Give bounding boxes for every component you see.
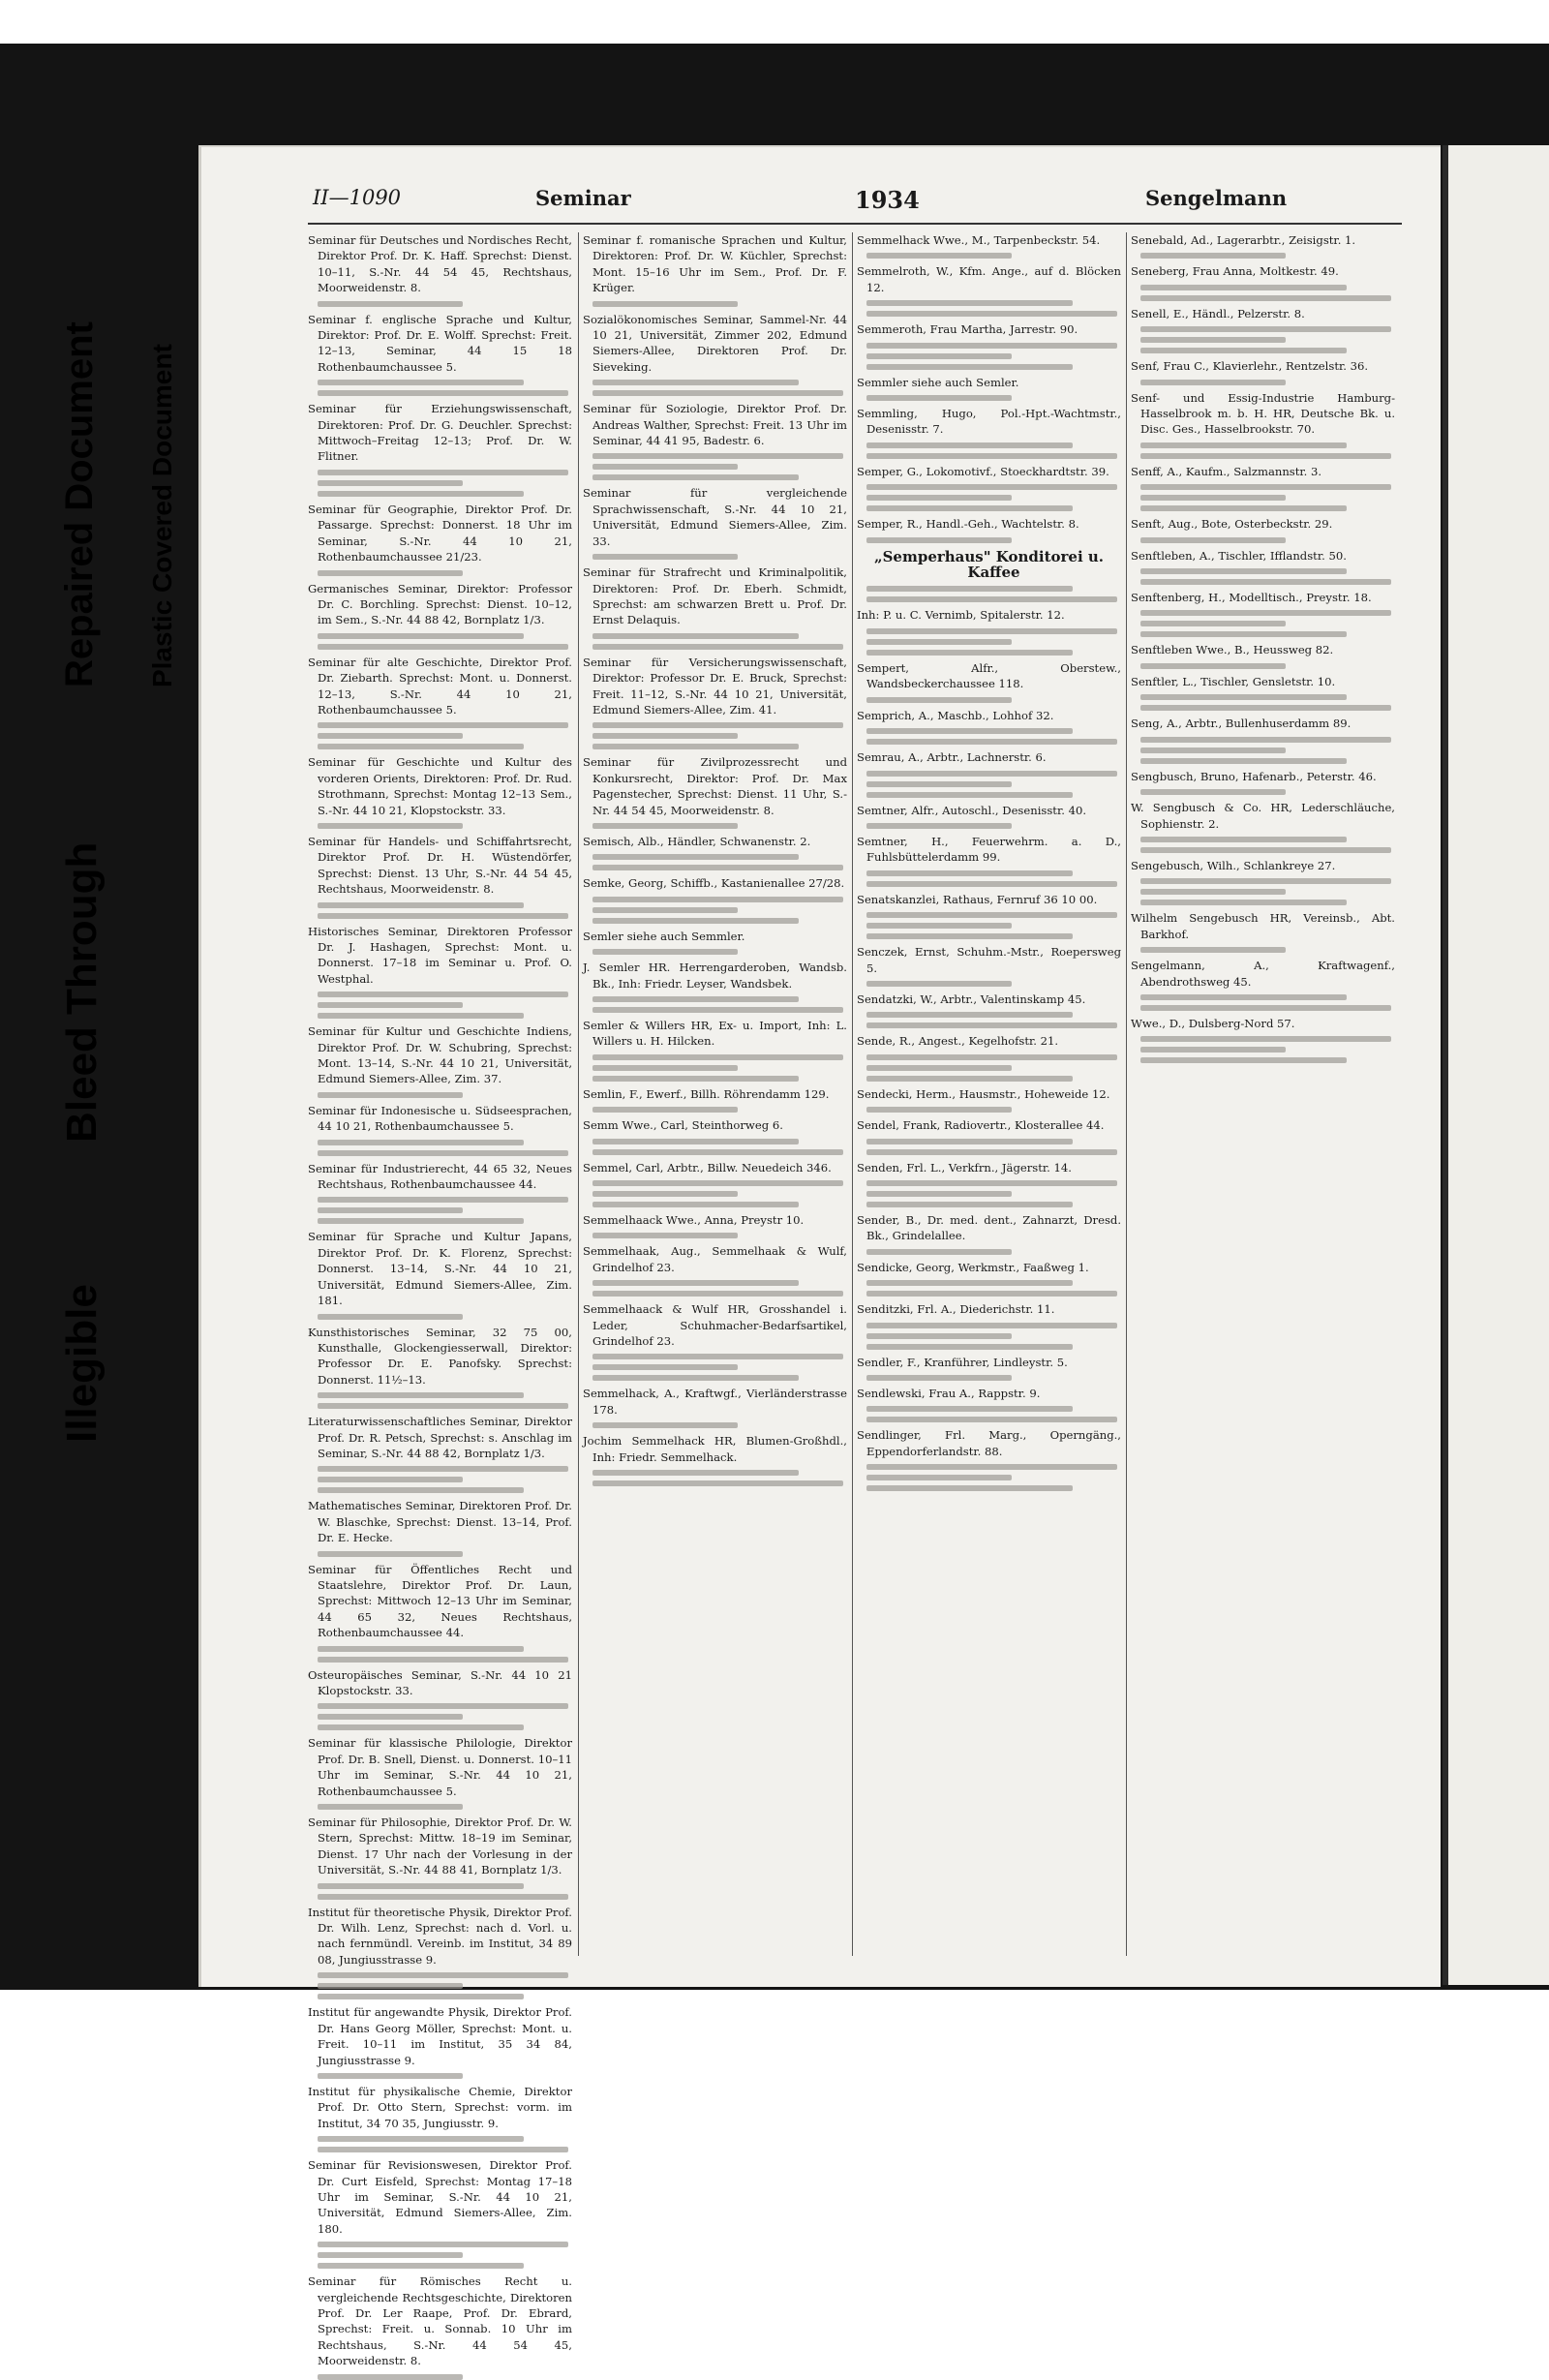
directory-entry: Seminar für Handels- und Schiffahrtsrecht, Direktor Prof. Dr. H. Wüstendörfer, Sprechst: Dienst. 13 Uhr, S.-Nr. 44 54 45, Rechtshaus, Moorweidenstr. 8. [308,834,572,897]
illegible-line [318,2073,463,2079]
illegible-line [866,792,1073,798]
directory-entry: Senf, Frau C., Klavierlehr., Rentzelstr. 36. [1131,359,1369,374]
label-plastic-covered-document: Plastic Covered Document [147,344,177,687]
directory-entry: Senftleben Wwe., B., Heussweg 82. [1131,643,1334,657]
illegible-line [1140,1036,1391,1042]
illegible-line [1140,484,1391,490]
directory-entry: Sendatzki, W., Arbtr., Valentinskamp 45. [857,992,1086,1006]
illegible-line [866,1065,1012,1071]
column-divider [1126,232,1127,1956]
label-illegible: Illegible [58,1284,106,1443]
illegible-line [318,1804,463,1810]
illegible-line [1140,442,1347,448]
illegible-line [866,1139,1073,1144]
illegible-line [318,1646,524,1652]
illegible-line [1140,737,1391,743]
illegible-line [318,902,524,908]
illegible-line [318,1551,463,1557]
directory-entry: Sendel, Frank, Radiovertr., Klosterallee 44. [857,1118,1105,1133]
gutter-shadow [1443,145,1448,1985]
illegible-line [866,1012,1073,1018]
directory-entry: Historisches Seminar, Direktoren Professor Dr. J. Hashagen, Sprechst: Mont. u. Donnerst. 17–18 im Seminar u. Prof. O. Westphal. [308,924,572,986]
illegible-line [866,311,1117,317]
illegible-line [318,1218,524,1224]
illegible-line [866,781,1012,787]
directory-entry: Sendlewski, Frau A., Rappstr. 9. [857,1387,1041,1400]
illegible-line [318,2242,568,2247]
illegible-line [1140,380,1286,385]
directory-entry: Seminar für alte Geschichte, Direktor Prof. Dr. Ziebarth. Sprechst: Mont. u. Donnerst. 12–13, S.-Nr. 44 10 21, Rothenbaumchaussee 5. [308,655,572,717]
illegible-line [1140,495,1286,501]
directory-entry: Sengelmann, A., Kraftwagenf., Abendrothsweg 45. [1131,959,1395,989]
illegible-line [866,697,1012,703]
illegible-line [592,1139,799,1144]
illegible-line [866,300,1073,306]
illegible-line [866,1249,1012,1255]
illegible-line [866,771,1117,777]
illegible-line [866,933,1073,939]
directory-entry: Sendler, F., Kranführer, Lindleystr. 5. [857,1355,1068,1369]
directory-entry: Semmelhaack & Wulf HR, Grosshandel i. Leder, Schuhmacher-Bedarfsartikel, Grindelhof 23. [583,1302,847,1349]
directory-entry: Senden, Frl. L., Verkfrn., Jägerstr. 14. [857,1160,1072,1175]
illegible-line [866,453,1117,459]
header-rule [308,223,1402,225]
illegible-line [318,1703,568,1709]
illegible-line [866,1485,1073,1491]
illegible-line [592,722,843,728]
illegible-line [318,380,524,385]
directory-entry: Seminar für Strafrecht und Kriminalpolitik, Direktoren: Prof. Dr. Eberh. Schmidt, Sprechst: am schwarzen Brett u. Prof. Dr. Ernst Delaquis. [583,565,847,627]
column-3 [857,232,1121,1956]
directory-entry: Semler siehe auch Semmler. [583,929,745,943]
illegible-line [318,1487,524,1493]
illegible-line [318,1197,568,1203]
illegible-line [318,1657,568,1663]
directory-entry: Senftleben, A., Tischler, Ifflandstr. 50. [1131,548,1347,563]
illegible-line [592,390,843,396]
illegible-line [1140,326,1391,332]
illegible-line [592,854,799,860]
illegible-line [866,823,1012,829]
directory-entry: Semper, G., Lokomotivf., Stoeckhardtstr. 39. [857,464,1109,478]
label-repaired-document: Repaired Document [58,321,101,687]
illegible-line [318,1207,463,1213]
illegible-line [318,1314,463,1320]
illegible-line [592,1364,738,1370]
illegible-line [1140,878,1391,884]
illegible-line [866,650,1073,656]
illegible-line [866,1475,1012,1480]
directory-entry: Semmelhack, A., Kraftwgf., Vierländerstrasse 178. [583,1387,847,1417]
illegible-line [318,644,568,650]
illegible-line [866,923,1012,929]
illegible-line [592,1354,843,1359]
directory-entry: W. Sengbusch & Co. HR, Lederschläuche, Sophienstr. 2. [1131,801,1395,831]
directory-entry: Senf- und Essig-Industrie Hamburg-Hasselbrook m. b. H. HR, Deutsche Bk. u. Disc. Ges., Hasselbrookstr. 70. [1131,390,1395,437]
illegible-line [1140,748,1286,753]
illegible-line [592,633,799,639]
directory-entry: Wilhelm Sengebusch HR, Vereinsb., Abt. Barkhof. [1131,911,1395,941]
illegible-line [318,301,463,307]
illegible-line [318,2136,524,2142]
directory-entry: Sempert, Alfr., Oberstew., Wandsbeckerchaussee 118. [857,660,1121,691]
illegible-line [318,491,524,497]
directory-entry: Institut für physikalische Chemie, Direktor Prof. Dr. Otto Stern, Sprechst: vorm. im Institut, 34 70 35, Jungiusstr. 9. [308,2084,572,2130]
illegible-line [592,554,738,560]
directory-entry: Seminar für Geschichte und Kultur des vorderen Orients, Direktoren: Prof. Dr. Rud. Strothmann, Sprechst: Montag 12–13 Sem., S.-Nr. 44 10 21, Klopstockstr. 33. [308,755,572,817]
directory-page [198,145,1441,2368]
directory-entry: Seminar für Versicherungswissenschaft, Direktor: Professor Dr. E. Bruck, Sprechst: Freit. 11–12, S.-Nr. 44 10 21, Universität, Edmund Siemers-Allee, Zim. 41. [583,655,847,717]
directory-entry: Senatskanzlei, Rathaus, Fernruf 36 10 00. [857,892,1098,906]
directory-entry: Sendicke, Georg, Werkmstr., Faaßweg 1. [857,1260,1089,1274]
illegible-line [592,1076,799,1082]
illegible-line [1140,621,1286,626]
directory-entry: Senft, Aug., Bote, Osterbeckstr. 29. [1131,517,1333,532]
directory-entry: Seminar für Soziologie, Direktor Prof. Dr. Andreas Walther, Sprechst: Freit. 13 Uhr im Seminar, 44 41 95, Badestr. 6. [583,402,847,448]
illegible-line [866,1406,1073,1412]
illegible-line [318,1466,568,1472]
directory-entry: Seminar für Geographie, Direktor Prof. Dr. Passarge. Sprechst: Donnerst. 18 Uhr im Seminar, S.-Nr. 44 10 21, Rothenbaumchaussee 21/23. [308,502,572,564]
illegible-line [1140,1057,1347,1063]
illegible-line [592,1065,738,1071]
illegible-line [866,343,1117,349]
directory-entry: Senell, E., Händl., Pelzerstr. 8. [1131,306,1305,320]
illegible-line [1140,568,1347,574]
illegible-line [592,301,738,307]
illegible-line [592,1233,738,1238]
directory-entry: Senftler, L., Tischler, Gensletstr. 10. [1131,674,1336,688]
illegible-line [592,1202,799,1207]
directory-entry: Senebald, Ad., Lagerarbtr., Zeisigstr. 1. [1131,233,1356,247]
illegible-line [592,1291,843,1297]
illegible-line [866,881,1117,887]
illegible-line [866,1417,1117,1422]
directory-entry: Seminar für Kultur und Geschichte Indiens, Direktor Prof. Dr. W. Schubring, Sprechst: Mont. 13–14, S.-Nr. 44 10 21, Universität, Edmund Siemers-Allee, Zim. 37. [308,1024,572,1086]
directory-entry: Seng, A., Arbtr., Bullenhuserdamm 89. [1131,717,1352,731]
directory-entry: Seminar für Philosophie, Direktor Prof. Dr. W. Stern, Sprechst: Mittw. 18–19 im Seminar, Dienst. 17 Uhr nach der Vorlesung in der Universität, S.-Nr. 44 88 41, Bornplatz 1/3. [308,1816,572,1877]
illegible-line [592,744,799,749]
illegible-line [318,633,524,639]
column-divider [852,232,853,1956]
illegible-line [1140,537,1286,543]
directory-entry: Semtner, Alfr., Autoschl., Desenisstr. 40. [857,803,1087,817]
directory-entry: Inh: P. u. C. Vernimb, Spitalerstr. 12. [857,608,1065,623]
illegible-line [318,1894,568,1900]
illegible-line [592,1054,843,1060]
directory-entry: Mathematisches Seminar, Direktoren Prof. Dr. W. Blaschke, Sprechst: Dienst. 13–14, Prof. Dr. E. Hecke. [308,1499,572,1545]
directory-entry: Seminar für Deutsches und Nordisches Recht, Direktor Prof. Dr. K. Haff. Sprechst: Dienst. 10–11, S.-Nr. 44 54 45, Rechtshaus, Moorweidenstr. 8. [308,233,572,295]
illegible-line [318,1883,524,1889]
directory-entry: Semisch, Alb., Händler, Schwanenstr. 2. [583,834,811,848]
left-running-title: Seminar [535,186,631,210]
illegible-line [1140,889,1286,895]
illegible-line [318,1994,524,1999]
directory-entry: Semmler siehe auch Semler. [857,375,1019,389]
illegible-line [318,1724,524,1730]
directory-entry: Semrau, A., Arbtr., Lachnerstr. 6. [857,750,1047,765]
illegible-line [866,870,1073,876]
directory-entry: Semmeroth, Frau Martha, Jarrestr. 90. [857,322,1078,337]
directory-entry: Sender, B., Dr. med. dent., Zahnarzt, Dresd. Bk., Grindelallee. [857,1212,1121,1243]
column-1 [308,232,572,2368]
illegible-line [866,505,1073,511]
illegible-line [866,537,1012,543]
illegible-line [592,380,799,385]
illegible-line [592,1470,799,1476]
illegible-line [318,1714,463,1720]
illegible-line [866,639,1012,645]
illegible-line [866,1464,1117,1470]
illegible-line [1140,631,1347,637]
directory-entry: Institut für angewandte Physik, Direktor Prof. Dr. Hans Georg Möller, Sprechst: Mont. u. Freit. 10–11 im Institut, 35 34 84, Jungiusstrasse 9. [308,2005,572,2067]
illegible-line [866,739,1117,745]
illegible-line [866,628,1117,634]
directory-entry: Seminar für Indonesische u. Südseesprachen, 44 10 21, Rothenbaumchaussee 5. [308,1103,572,1134]
illegible-line [1140,837,1347,842]
illegible-line [1140,253,1286,259]
directory-entry: Institut für theoretische Physik, Direktor Prof. Dr. Wilh. Lenz, Sprechst: nach d. Vorl. u. nach fernmündl. Vereinb. im Institut, 34 89 08, Jungiusstrasse 9. [308,1905,572,1967]
directory-entry: Seminar für Erziehungswissenschaft, Direktoren: Prof. Dr. G. Deuchler. Sprechst: Mittwoch–Freitag 12–13; Prof. Dr. W. Flitner. [308,402,572,464]
illegible-line [318,913,568,919]
directory-entry: Semmling, Hugo, Pol.-Hpt.-Wachtmstr., Desenisstr. 7. [857,407,1121,437]
illegible-line [318,1403,568,1409]
directory-entry: Semmelhaack Wwe., Anna, Preystr 10. [583,1213,805,1228]
illegible-line [866,1323,1117,1328]
illegible-line [592,897,843,902]
directory-entry: Sengbusch, Bruno, Hafenarb., Peterstr. 46. [1131,769,1377,783]
column-4 [1131,232,1395,1956]
illegible-line [592,464,738,470]
illegible-line [1140,348,1347,353]
illegible-line [1140,789,1286,795]
bottom-margin [0,1990,1549,2108]
illegible-line [318,1002,463,1008]
illegible-line [318,1092,463,1098]
directory-entry: Seminar für Öffentliches Recht und Staatslehre, Direktor Prof. Dr. Laun, Sprechst: Mittwoch 12–13 Uhr im Seminar, 44 65 32, Neues Rechtshaus, Rothenbaumchaussee 44. [308,1562,572,1640]
directory-entry: „Semperhaus" Konditorei u. Kaffee [873,547,1105,582]
illegible-line [866,1054,1117,1060]
illegible-line [318,733,463,739]
directory-entry: Seminar für Zivilprozessrecht und Konkursrecht, Direktor: Prof. Dr. Max Pagenstecher, Sprechst: Dienst. 11 Uhr, S.-Nr. 44 54 45, Moorweidenstr. 8. [583,755,847,817]
year: 1934 [855,186,920,214]
directory-entry: Seminar f. englische Sprache und Kultur, Direktor: Prof. Dr. E. Wolff. Sprechst: Freit. 12–13, Seminar, 44 15 18 Rothenbaumchaussee 5. [308,312,572,374]
illegible-line [318,2263,524,2269]
directory-entry: Jochim Semmelhack HR, Blumen-Großhdl., Inh: Friedr. Semmelhack. [583,1434,847,1464]
illegible-line [866,1149,1117,1155]
illegible-line [1140,453,1391,459]
illegible-line [592,644,843,650]
illegible-line [1140,705,1391,711]
illegible-line [318,570,463,576]
illegible-line [592,1191,738,1197]
illegible-line [866,1344,1073,1350]
illegible-line [318,744,524,749]
directory-entry: Sende, R., Angest., Kegelhofstr. 21. [857,1034,1059,1049]
illegible-line [592,474,799,480]
illegible-line [1140,900,1347,905]
illegible-line [318,470,568,475]
illegible-line [592,1107,738,1113]
directory-entry: Seminar für Sprache und Kultur Japans, Direktor Prof. Dr. K. Florenz, Sprechst: Donnerst. 13–14, S.-Nr. 44 10 21, Universität, Edmund Siemers-Allee, Zim. 181. [308,1230,572,1308]
directory-entry: Seminar für Römisches Recht u. vergleichende Rechtsgeschichte, Direktoren Prof. Dr. Ler Raape, Prof. Dr. Ebrard, Sprechst: Freit. u. Sonnab. 10 Uhr im Rechtshaus, S.-Nr. 44 54 45, Moorweidenstr. 8. [308,2274,572,2368]
illegible-line [318,1972,568,1978]
illegible-line [592,1375,799,1381]
illegible-line [1140,285,1347,290]
page-header [313,186,1397,219]
illegible-line [1140,947,1286,953]
illegible-line [592,865,843,870]
directory-entry: Sendlinger, Frl. Marg., Operngäng., Eppendorferlandstr. 88. [857,1428,1121,1458]
directory-entry: Sendecki, Herm., Hausmstr., Hoheweide 12. [857,1086,1110,1101]
directory-entry: Seminar für vergleichende Sprachwissenschaft, S.-Nr. 44 10 21, Universität, Edmund Siemers-Allee, Zim. 33. [583,486,847,548]
illegible-line [866,484,1117,490]
directory-entry: Kunsthistorisches Seminar, 32 75 00, Kunsthalle, Glockengiesserwall, Direktor: Professor Dr. E. Panofsky. Sprechst: Donnerst. 11½–13. [308,1325,572,1387]
illegible-line [1140,579,1391,585]
illegible-line [318,722,568,728]
illegible-line [592,1480,843,1486]
illegible-line [318,1150,568,1156]
illegible-line [318,1983,463,1989]
illegible-line [318,1140,524,1145]
directory-entry: Semprich, A., Maschb., Lohhof 32. [857,708,1054,722]
illegible-line [866,353,1012,359]
illegible-line [866,728,1073,734]
directory-entry: Semper, R., Handl.-Geh., Wachtelstr. 8. [857,517,1079,532]
directory-entry: Senff, A., Kaufm., Salzmannstr. 3. [1131,464,1322,478]
illegible-line [866,586,1073,592]
page-number: II—1090 [313,186,402,209]
illegible-line [866,1333,1012,1339]
illegible-line [318,1013,524,1019]
illegible-line [318,1477,463,1482]
directory-entry: Semlin, F., Ewerf., Billh. Röhrendamm 129. [583,1086,830,1101]
column-2 [583,232,847,1956]
illegible-line [866,912,1117,918]
directory-entry: Senftenberg, H., Modelltisch., Preystr. 18. [1131,591,1372,605]
illegible-line [1140,337,1286,343]
illegible-line [866,442,1073,448]
directory-entry: Seneberg, Frau Anna, Moltkestr. 49. [1131,264,1339,279]
directory-entry: Seminar f. romanische Sprachen und Kultur, Direktoren: Prof. Dr. W. Küchler, Sprechst: Mont. 15–16 Uhr im Sem., Prof. Dr. F. Krüger. [583,233,847,295]
illegible-line [866,495,1012,501]
right-running-title: Sengelmann [1145,186,1288,210]
column-divider [578,232,579,1956]
illegible-line [866,1180,1117,1186]
directory-entry: Senczek, Ernst, Schuhm.-Mstr., Roepersweg 5. [857,945,1121,975]
illegible-line [592,918,799,924]
illegible-line [318,1392,524,1398]
side-labels [58,232,184,1491]
illegible-line [866,596,1117,602]
directory-entry: Sozialökonomisches Seminar, Sammel-Nr. 44 10 21, Universität, Zimmer 202, Edmund Siemers-Allee, Direktoren Prof. Dr. Sieveking. [583,312,847,374]
directory-entry: Semmelhaak, Aug., Semmelhaak & Wulf, Grindelhof 23. [583,1244,847,1274]
directory-entry: Osteuropäisches Seminar, S.-Nr. 44 10 21 Klopstockstr. 33. [308,1667,572,1697]
illegible-line [1140,758,1347,764]
illegible-line [1140,847,1391,853]
label-bleed-through: Bleed Through [58,841,106,1143]
directory-entry: Wwe., D., Dulsberg-Nord 57. [1131,1016,1295,1030]
illegible-line [866,395,1012,401]
illegible-line [592,907,738,913]
directory-entry: Senditzki, Frl. A., Diederichstr. 11. [857,1302,1055,1317]
illegible-line [1140,694,1347,700]
illegible-line [318,2252,463,2258]
directory-entry: Semm Wwe., Carl, Steinthorweg 6. [583,1118,783,1133]
illegible-line [592,1149,843,1155]
directory-entry: Seminar für klassische Philologie, Direktor Prof. Dr. B. Snell, Dienst. u. Donnerst. 10–11 Uhr im Seminar, S.-Nr. 44 10 21, Rothenbaumchaussee 5. [308,1736,572,1798]
illegible-line [318,2147,568,2152]
illegible-line [866,981,1012,987]
illegible-line [318,390,568,396]
illegible-line [592,949,738,955]
illegible-line [1140,994,1347,1000]
directory-entry: Semler & Willers HR, Ex- u. Import, Inh: L. Willers u. H. Hilcken. [583,1019,847,1049]
directory-entry: Seminar für Revisionswesen, Direktor Prof. Dr. Curt Eisfeld, Sprechst: Montag 17–18 Uhr im Seminar, S.-Nr. 44 10 21, Universität, Edmund Siemers-Allee, Zim. 180. [308,2158,572,2236]
illegible-line [866,1291,1117,1297]
illegible-line [1140,295,1391,301]
illegible-line [592,453,843,459]
illegible-line [866,253,1012,259]
directory-entry: Seminar für Industrierecht, 44 65 32, Neues Rechtshaus, Rothenbaumchaussee 44. [308,1161,572,1192]
illegible-line [592,1422,738,1428]
illegible-line [318,480,463,486]
illegible-line [1140,663,1286,669]
illegible-line [592,996,799,1002]
directory-entry: Literaturwissenschaftliches Seminar, Direktor Prof. Dr. R. Petsch, Sprechst: s. Anschlag im Seminar, S.-Nr. 44 88 42, Bornplatz 1/3. [308,1415,572,1460]
illegible-line [318,992,568,997]
illegible-line [1140,505,1347,511]
directory-entry: Semke, Georg, Schiffb., Kastanienallee 27/28. [583,876,845,891]
illegible-line [592,1007,843,1013]
illegible-line [1140,1047,1286,1053]
illegible-line [318,2374,463,2380]
illegible-line [866,364,1073,370]
illegible-line [1140,1005,1391,1011]
directory-entry: Semtner, H., Feuerwehrm. a. D., Fuhlsbüttelerdamm 99. [857,834,1121,865]
directory-entry: Sengebusch, Wilh., Schlankreye 27. [1131,858,1336,872]
directory-entry: Semmel, Carl, Arbtr., Billw. Neuedeich 346. [583,1160,832,1175]
illegible-line [592,733,738,739]
directory-entry: Germanisches Seminar, Direktor: Professor Dr. C. Borchling. Sprechst: Dienst. 10–12, im Sem., S.-Nr. 44 88 42, Bornplatz 1/3. [308,581,572,627]
next-page-edge [1443,145,1549,1985]
illegible-line [592,1280,799,1286]
illegible-line [1140,610,1391,616]
illegible-line [592,1180,843,1186]
illegible-line [866,1375,1012,1381]
directory-entry: Semmelhack Wwe., M., Tarpenbeckstr. 54. [857,233,1101,247]
illegible-line [866,1022,1117,1028]
illegible-line [866,1076,1073,1082]
directory-entry: J. Semler HR. Herrengarderoben, Wandsb. Bk., Inh: Friedr. Leyser, Wandsbek. [583,961,847,991]
illegible-line [592,823,738,829]
directory-entry: Semmelroth, W., Kfm. Ange., auf d. Blöcken 12. [857,264,1121,294]
illegible-line [866,1191,1012,1197]
illegible-line [866,1280,1073,1286]
illegible-line [866,1202,1073,1207]
illegible-line [318,823,463,829]
illegible-line [866,1107,1012,1113]
